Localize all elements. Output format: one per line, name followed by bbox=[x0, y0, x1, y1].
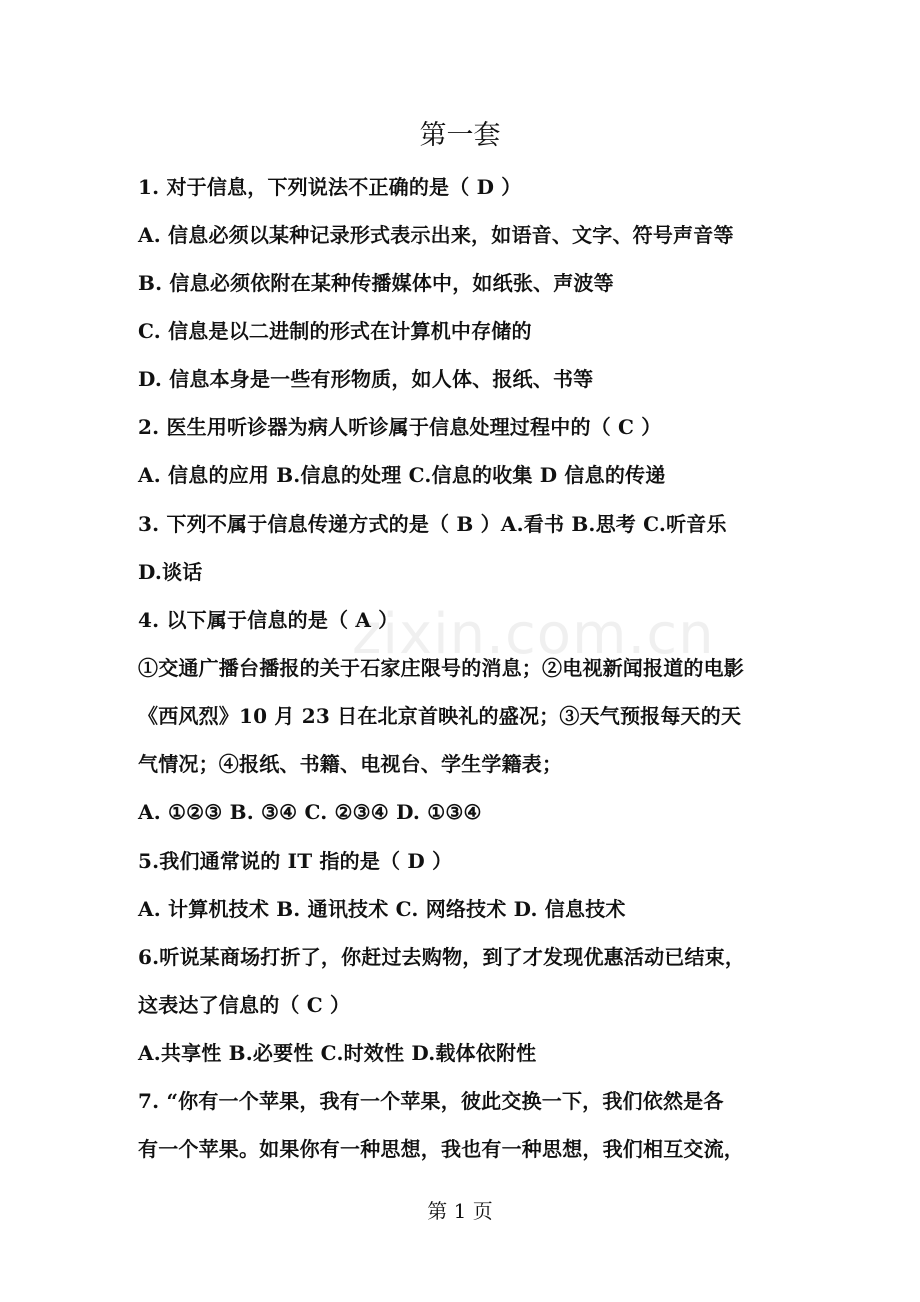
body-line: 有一个苹果。如果你有一种思想，我也有一种思想，我们相互交流， bbox=[138, 1137, 744, 1161]
body-line: ①交通广播台播报的关于石家庄限号的消息；②电视新闻报道的电影 bbox=[138, 656, 744, 680]
question-3: 3. 下列不属于信息传递方式的是（ B ）A.看书 B.思考 C.听音乐 bbox=[138, 512, 727, 536]
body-line: 这表达了信息的（ C ） bbox=[138, 993, 351, 1017]
option-line: A. ①②③ B. ③④ C. ②③④ D. ①③④ bbox=[138, 800, 482, 824]
question-4: 4. 以下属于信息的是（ A ） bbox=[138, 608, 399, 632]
question-6: 6.听说某商场打折了，你赶过去购物，到了才发现优惠活动已结束， bbox=[138, 945, 746, 969]
question-5: 5.我们通常说的 IT 指的是（ D ） bbox=[138, 849, 453, 873]
question-1: 1. 对于信息，下列说法不正确的是（ D ） bbox=[138, 175, 522, 199]
question-2: 2. 医生用听诊器为病人听诊属于信息处理过程中的（ C ） bbox=[138, 415, 662, 439]
option-line: C. 信息是以二进制的形式在计算机中存储的 bbox=[138, 319, 532, 343]
watermark: zixin.com.cn bbox=[352, 602, 715, 667]
option-line: B. 信息必须依附在某种传播媒体中，如纸张、声波等 bbox=[138, 271, 614, 295]
page-number: 第 1 页 bbox=[427, 1199, 493, 1223]
option-line: A.共享性 B.必要性 C.时效性 D.载体依附性 bbox=[138, 1041, 537, 1065]
option-line: A. 信息的应用 B.信息的处理 C.信息的收集 D 信息的传递 bbox=[138, 463, 666, 487]
question-7: 7. “你有一个苹果，我有一个苹果，彼此交换一下，我们依然是各 bbox=[138, 1089, 724, 1113]
body-line: 气情况；④报纸、书籍、电视台、学生学籍表； bbox=[138, 752, 563, 776]
option-line: A. 计算机技术 B. 通讯技术 C. 网络技术 D. 信息技术 bbox=[138, 897, 626, 921]
option-line: A. 信息必须以某种记录形式表示出来，如语音、文字、符号声音等 bbox=[138, 223, 734, 247]
option-line: D.谈话 bbox=[138, 560, 203, 584]
page-title: 第一套 bbox=[419, 120, 501, 151]
option-line: D. 信息本身是一些有形物质，如人体、报纸、书等 bbox=[138, 367, 594, 391]
body-line: 《西风烈》10 月 23 日在北京首映礼的盛况；③天气预报每天的天 bbox=[138, 704, 742, 728]
